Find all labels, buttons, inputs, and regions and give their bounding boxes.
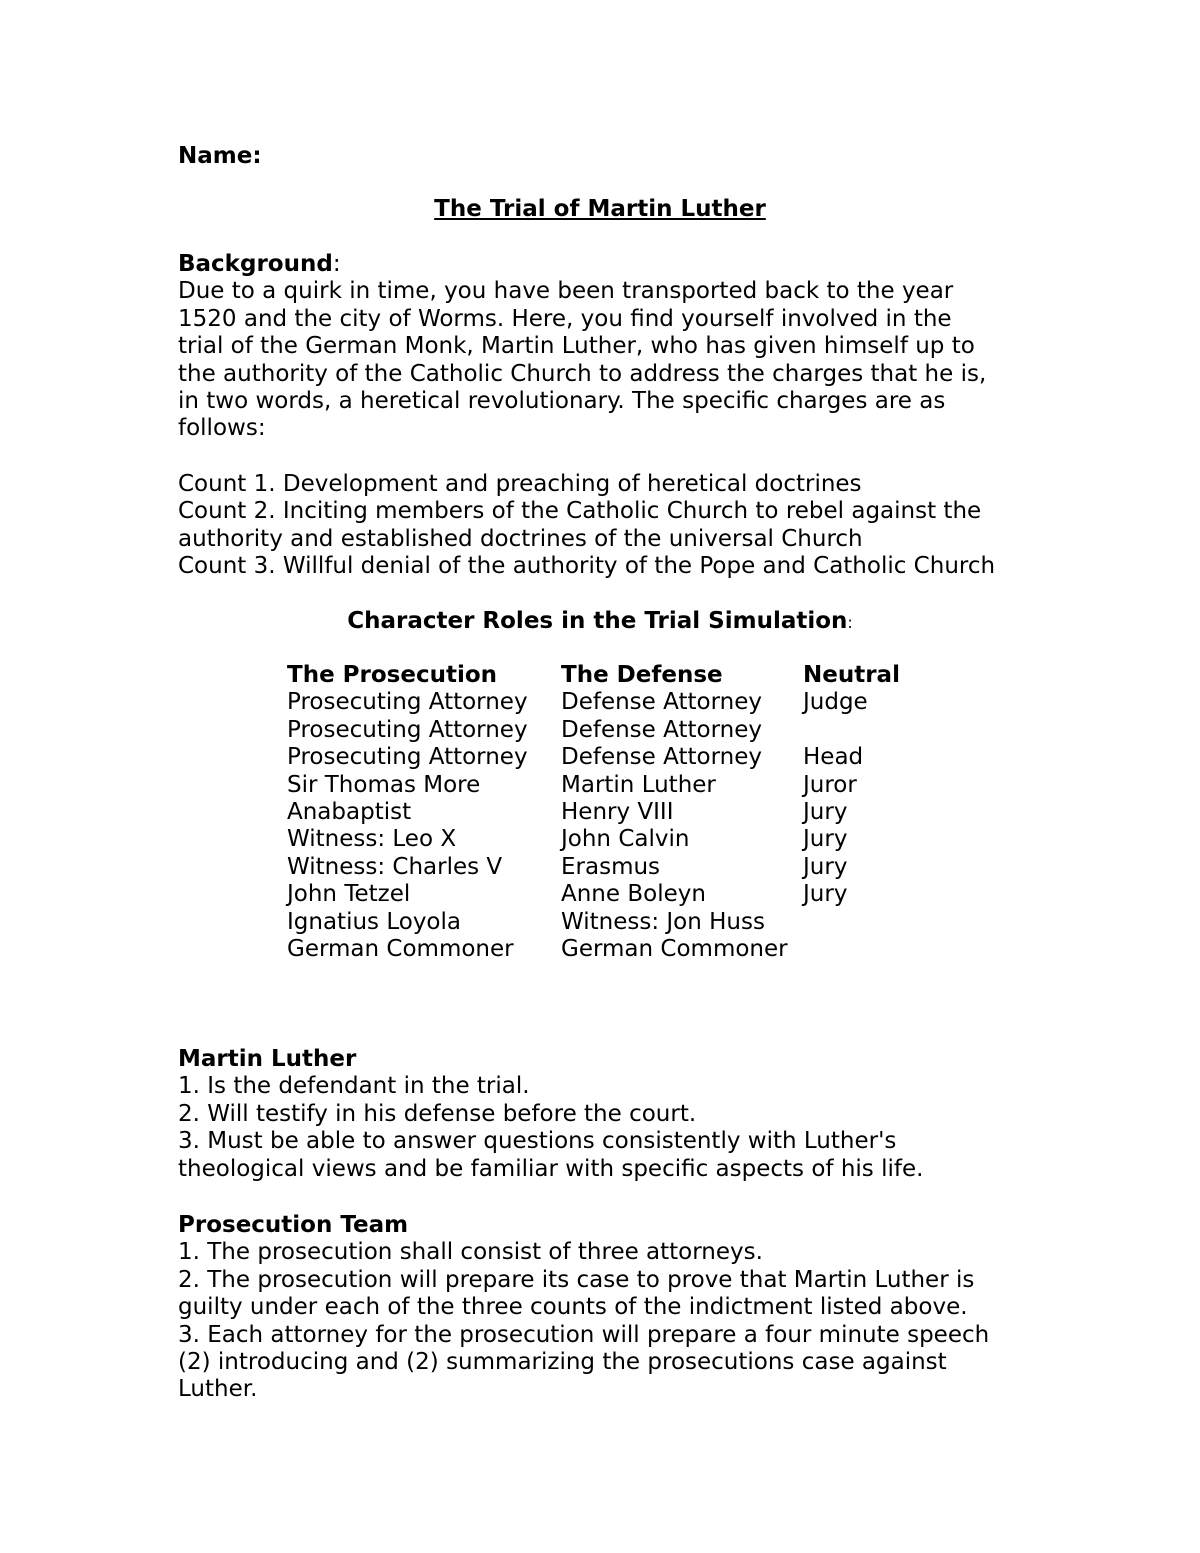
neutral-role: Jury <box>803 798 848 825</box>
neutral-role <box>803 936 900 963</box>
count-line: Count 1. Development and preaching of heretical doctrines <box>178 471 862 497</box>
neutral-role: Head <box>803 744 864 771</box>
page-title: The Trial of Martin Luther <box>434 196 766 222</box>
defense-column <box>561 662 788 963</box>
background-line: in two words, a heretical revolutionary. The specific charges are as <box>178 388 946 415</box>
prosecution-team-line: Luther. <box>178 1376 258 1403</box>
prosecution-team-line: 1. The prosecution shall consist of three attorneys. <box>178 1239 763 1266</box>
prosecution-role: John Tetzel <box>287 881 411 908</box>
luther-line: 2. Will testify in his defense before the court. <box>178 1100 697 1127</box>
defense-role: John Calvin <box>561 826 690 853</box>
prosecution-team-heading: Prosecution Team <box>178 1212 409 1238</box>
prosecution-role: Prosecuting Attorney <box>287 716 528 743</box>
roles-heading-row <box>0 608 1200 636</box>
name-label: Name: <box>178 143 262 169</box>
neutral-role: Jury <box>803 853 848 880</box>
prosecution-role: Witness: Charles V <box>287 853 503 880</box>
prosecution-team-line: 2. The prosecution will prepare its case to prove that Martin Luther is <box>178 1266 975 1293</box>
defense-role: Erasmus <box>561 853 661 880</box>
neutral-role <box>803 909 900 936</box>
background-line: 1520 and the city of Worms. Here, you find yourself involved in the <box>178 305 952 332</box>
defense-header: The Defense <box>561 662 723 688</box>
defense-role: Martin Luther <box>561 771 716 798</box>
counts-section <box>178 471 995 581</box>
prosecution-role: Witness: Leo X <box>287 826 457 853</box>
defense-role: German Commoner <box>561 935 788 962</box>
background-line: trial of the German Monk, Martin Luther, who has given himself up to <box>178 333 975 360</box>
count-line: Count 2. Inciting members of the Catholic Church to rebel against the <box>178 498 982 525</box>
background-colon: : <box>332 251 341 277</box>
roles-heading: Character Roles in the Trial Simulation <box>347 608 848 634</box>
background-line: the authority of the Catholic Church to address the charges that he is, <box>178 360 987 387</box>
prosecution-role: Ignatius Loyola <box>287 908 461 935</box>
luther-section <box>178 1046 923 1183</box>
prosecution-role: Sir Thomas More <box>287 771 481 798</box>
prosecution-team-section <box>178 1212 989 1404</box>
roles-colon: : <box>847 613 853 632</box>
prosecution-team-line: 3. Each attorney for the prosecution will prepare a four minute speech <box>178 1321 990 1348</box>
neutral-role: Jury <box>803 881 848 908</box>
prosecution-role: Prosecuting Attorney <box>287 689 528 716</box>
prosecution-role: Anabaptist <box>287 798 412 825</box>
luther-line: theological views and be familiar with specific aspects of his life. <box>178 1155 924 1182</box>
defense-role: Defense Attorney <box>561 744 762 771</box>
prosecution-role: Prosecuting Attorney <box>287 744 528 771</box>
luther-line: 3. Must be able to answer questions consistently with Luther's <box>178 1128 897 1155</box>
prosecution-header: The Prosecution <box>287 662 498 688</box>
defense-role: Anne Boleyn <box>561 881 706 908</box>
defense-role: Defense Attorney <box>561 716 762 743</box>
neutral-role <box>803 717 900 744</box>
defense-role: Witness: Jon Huss <box>561 908 765 935</box>
prosecution-column <box>287 662 528 963</box>
count-line: authority and established doctrines of the universal Church <box>178 525 863 552</box>
background-section <box>178 251 986 443</box>
background-line: Due to a quirk in time, you have been transported back to the year <box>178 278 954 305</box>
luther-heading: Martin Luther <box>178 1046 357 1072</box>
neutral-role: Jury <box>803 826 848 853</box>
defense-role: Henry VIII <box>561 798 674 825</box>
prosecution-role: German Commoner <box>287 935 514 962</box>
count-line: Count 3. Willful denial of the authority of the Pope and Catholic Church <box>178 553 996 580</box>
neutral-column <box>803 662 900 963</box>
luther-line: 1. Is the defendant in the trial. <box>178 1073 530 1100</box>
background-line: follows: <box>178 415 266 442</box>
prosecution-team-line: (2) introducing and (2) summarizing the prosecutions case against <box>178 1349 947 1376</box>
neutral-role: Judge <box>803 689 868 716</box>
background-heading: Background <box>178 251 333 277</box>
prosecution-team-line: guilty under each of the three counts of the indictment listed above. <box>178 1294 968 1321</box>
defense-role: Defense Attorney <box>561 689 762 716</box>
neutral-role: Juror <box>803 771 857 798</box>
neutral-header: Neutral <box>803 662 900 688</box>
